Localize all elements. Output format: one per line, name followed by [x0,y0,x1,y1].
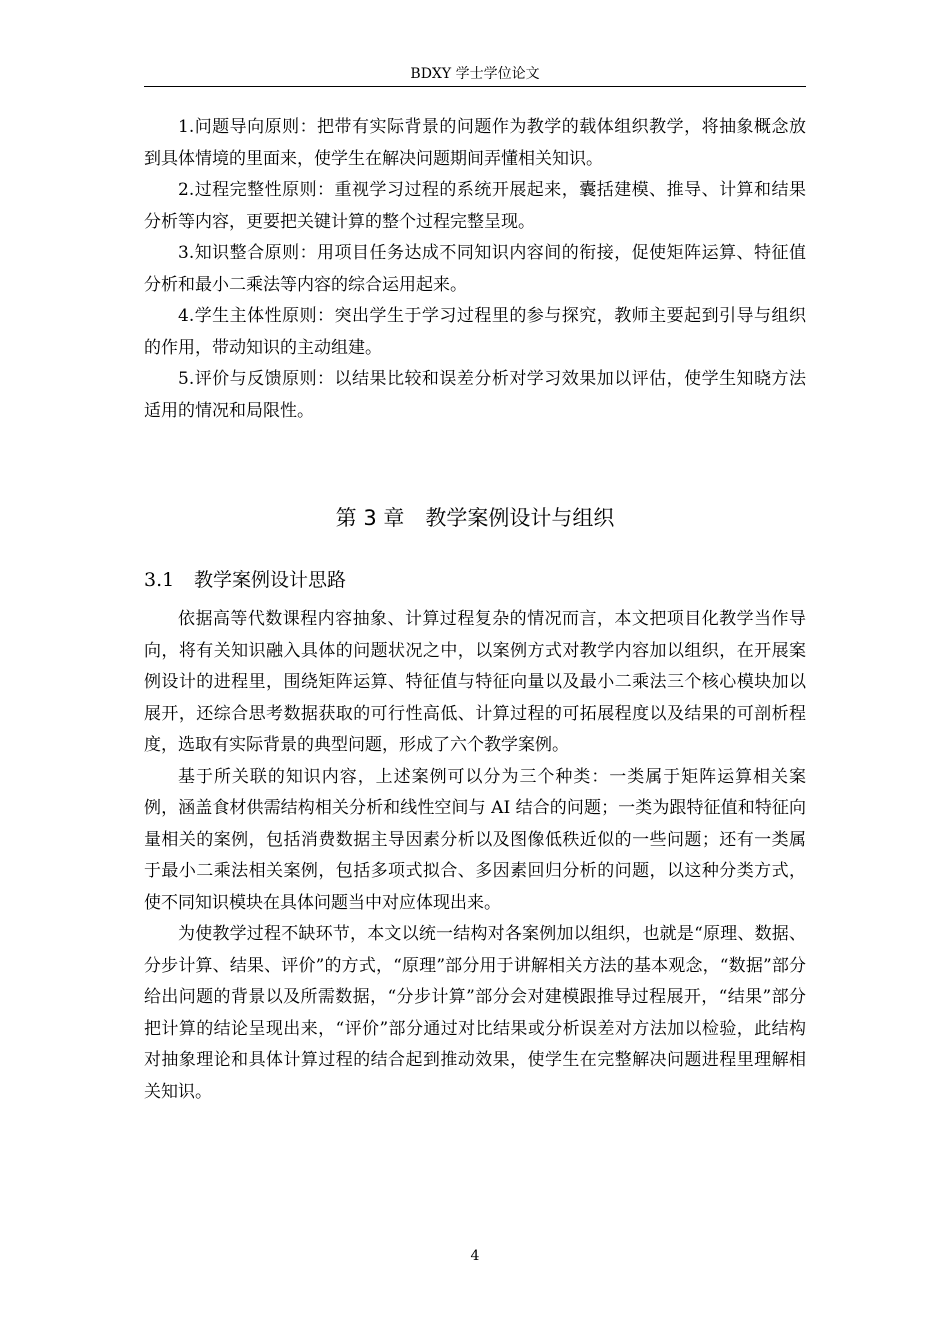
principle-2: 2.过程完整性原则：重视学习过程的系统开展起来，囊括建模、推导、计算和结果分析等内容，更要把关键计算的整个过程完整呈现。 [144,180,806,232]
principle-4: 4.学生主体性原则：突出学生于学习过程里的参与探究，教师主要起到引导与组织的作用，带动知识的主动组建。 [144,306,806,358]
section-heading [144,564,806,596]
section-paragraph-2: 基于所关联的知识内容，上述案例可以分为三个种类：一类属于矩阵运算相关案例，涵盖食材供需结构相关分析和线性空间与 AI 结合的问题；一类为跟特征值和特征向量相关的案例，包括消费数据主导因素分析以及图像低秩近似的一些问题；还有一类属于最小二乘法相关案例，包括多项式拟合、多因素回归分析的问题，以这种分类方式，使不同知识模块在具体问题当中对应体现出来。 [144,766,806,913]
chapter-title: 第 3 章 教学案例设计与组织 [335,506,615,530]
section-number: 3.1 [144,569,175,591]
section-title: 教学案例设计思路 [194,569,347,591]
section-paragraph-3: 为使教学过程不缺环节，本文以统一结构对各案例加以组织，也就是“原理、数据、分步计算、结果、评价”的方式，“原理”部分用于讲解相关方法的基本观念，“数据”部分给出问题的背景以及所需数据，“分步计算”部分会对建模跟推导过程展开，“结果”部分把计算的结论呈现出来，“评价”部分通过对比结果或分析误差对方法加以检验，此结构对抽象理论和具体计算过程的结合起到推动效果，使学生在完整解决问题进程里理解相关知识。 [144,924,806,1102]
principle-3: 3.知识整合原则：用项目任务达成不同知识内容间的衔接，促使矩阵运算、特征值分析和最小二乘法等内容的综合运用起来。 [144,243,806,295]
page-number: 4 [470,1248,480,1264]
page-body [144,112,806,1108]
principle-5: 5.评价与反馈原则：以结果比较和误差分析对学习效果加以评估，使学生知晓方法适用的情况和局限性。 [144,369,806,421]
principle-1: 1.问题导向原则：把带有实际背景的问题作为教学的载体组织教学，将抽象概念放到具体情境的里面来，使学生在解决问题期间弄懂相关知识。 [144,117,806,169]
running-header: BDXY 学士学位论文 [144,62,806,87]
section-paragraph-1: 依据高等代数课程内容抽象、计算过程复杂的情况而言，本文把项目化教学当作导向，将有关知识融入具体的问题状况之中，以案例方式对教学内容加以组织，在开展案例设计的进程里，围绕矩阵运算、特征值与特征向量以及最小二乘法三个核心模块加以展开，还综合思考数据获取的可行性高低、计算过程的可拓展程度以及结果的可剖析程度，选取有实际背景的典型问题，形成了六个教学案例。 [144,609,806,755]
